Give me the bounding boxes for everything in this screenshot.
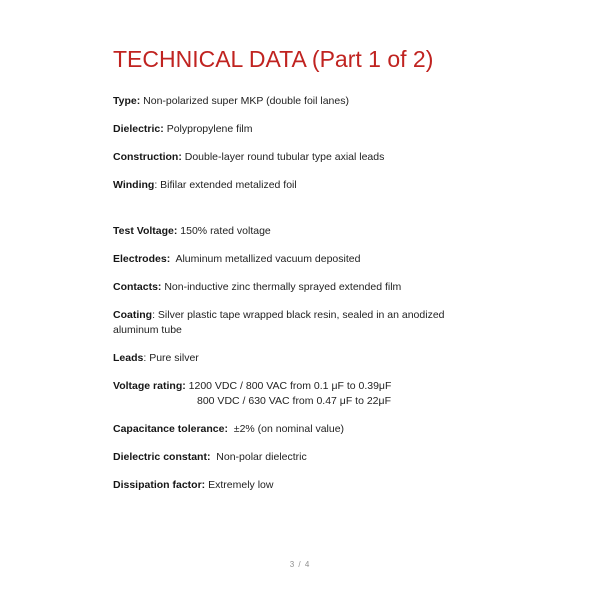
page-title: TECHNICAL DATA (Part 1 of 2) [113,46,434,72]
spec-value-line2: 800 VDC / 630 VAC from 0.47 μF to 22μF [197,395,391,407]
spec-value: Non-polar dielectric [210,451,307,463]
spec-label: Test Voltage: [113,225,178,237]
spec-value: Non-inductive zinc thermally sprayed extended film [161,281,402,293]
spec-line-test-voltage [113,224,488,239]
spec-line-construction [113,150,488,165]
spec-label: Coating [113,309,153,321]
spec-value: Non-polarized super MKP (double foil lanes) [140,95,349,107]
spec-line-leads [113,351,488,366]
spec-label: Leads [113,352,144,364]
spec-line-dissipation-factor [113,478,488,493]
spec-value: Double-layer round tubular type axial leads [181,151,385,163]
spec-line-dielectric-constant [113,450,488,465]
spec-label: Winding [113,179,155,191]
spec-label: Dielectric: [113,123,164,135]
spec-label: Voltage rating: [113,380,186,392]
spec-label: Electrodes: [113,253,171,265]
spec-line-contacts [113,280,488,295]
spec-value: Polypropylene film [163,123,253,135]
spec-line-coating [113,308,488,338]
spec-value: ±2% (on nominal value) [227,423,345,435]
spec-value: 150% rated voltage [177,225,271,237]
spec-value: Extremely low [205,479,274,491]
spec-value: : Pure silver [143,352,199,364]
spec-label: Dielectric constant: [113,451,211,463]
spec-value: Aluminum metallized vacuum deposited [170,253,361,265]
spec-line-winding [113,178,488,193]
page-content [113,46,495,506]
spec-line-voltage-rating [113,379,488,409]
spec-value: : Silver plastic tape wrapped black resin, sealed in an anodized aluminum tube [113,309,448,336]
spec-line-capacitance-tolerance [113,422,488,437]
spec-label: Type: [113,95,141,107]
spec-line-type [113,94,488,109]
spec-value: : Bifilar extended metalized foil [154,179,297,191]
spec-value: 1200 VDC / 800 VAC from 0.1 μF to 0.39μF [185,380,392,392]
spec-label: Construction: [113,151,182,163]
spec-label: Dissipation factor: [113,479,206,491]
spec-line-electrodes [113,252,488,267]
spec-label: Capacitance tolerance: [113,423,228,435]
spec-label: Contacts: [113,281,162,293]
spec-line-dielectric [113,122,488,137]
page-number: 3 / 4 [289,560,311,569]
